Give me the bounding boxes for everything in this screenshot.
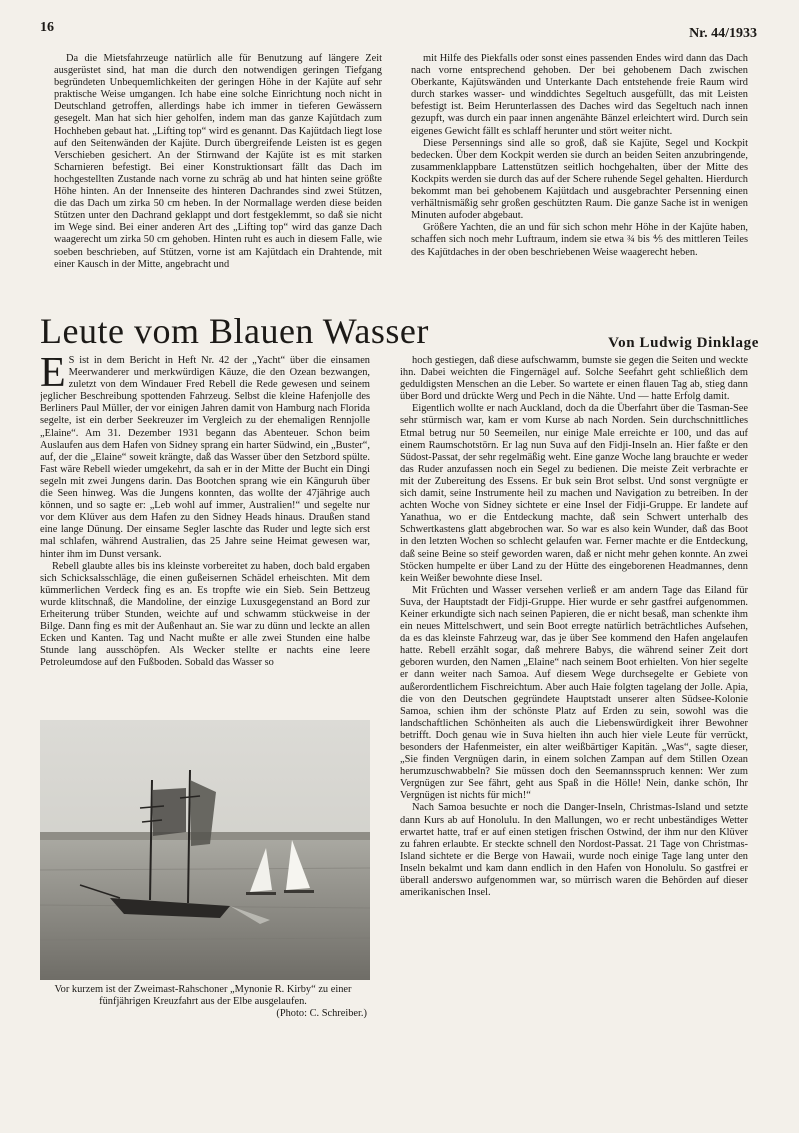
- article-right-column: [400, 355, 748, 1095]
- issue-number: Nr. 44/1933: [689, 26, 757, 41]
- photo-credit: (Photo: C. Schreiber.): [276, 1008, 367, 1019]
- paragraph: [40, 355, 370, 561]
- paragraph: Diese Persennings sind alle so groß, daß sie Kajüte, Segel und Kockpit bedecken. Über dem Kockpit werden sie durch an beiden Seiten anzubringende, zusammenklappbare Lattenstützen seitlich hochgehalten, über der Mitte des Kockpits werden sie durch das auf der Schere ruhende Segel gehalten. Hierdurch bekommt man bei gehobenem Kajütdach und ausgebrachter Persenning einen verhältnismäßig sehr großen geschützten Raum. Die ganze Sache ist in wenigen Minuten aufoder abgebaut.: [411, 137, 748, 222]
- paragraph: Da die Mietsfahrzeuge natürlich alle für Benutzung auf längere Zeit ausgerüstet sind, hat man die durch den notwendigen geringen Tiefgang begründeten Unbequemlichkeiten der geringen Höhe in der Kajüte auf sehr praktische Weise umgangen. Ich habe eine solche Einrichtung noch nicht in Deutschland getroffen, allerdings habe ich immer in tieferen Gewässern gesegelt. Man hat sich hier geholfen, indem man das ganze Kajütdach zum Hochheben gebaut hat. „Lifting top“ wird es genannt. Das Kajütdach liegt lose auf den Seitenwänden der Kajüte. Durch übergreifende Leisten ist es gegen Verschieben gesichert. An der Stirnwand der Kajüte ist es mit starken Scharnieren befestigt. Bei einer Konstruktionsart fällt das Dach im hochgestellten Zustande nach vorne zu schräg ab und hat hinten seine größte Höhe hinten. An der Innenseite des hinteren Dachrandes sind zwei Stützen, die das Dach um zirka 50 cm heben. In der Normallage werden diese beiden Stützen unter den Dachrand geklappt und dort festgeklemmt, so daß sie nicht im Wege sind. Bei einer anderen Art des „Lifting top“ wird das ganze Dach waagerecht um zirka 50 cm gehoben. Hinten ruht es auch in diesem Falle, wie soeben beschrieben, auf Stützen, vorne ist am Kajütdach ein Drahtende, mit einer Kausch in der Mitte, angebracht und: [54, 53, 382, 270]
- top-article-left-column: [54, 53, 382, 303]
- paragraph: hoch gestiegen, daß diese aufschwamm, bumste sie gegen die Seiten und weckte ihn. Dabei weichten die Fingernägel auf. Solche Seefahrt geht schließlich dem geduldigsten Menschen an die Leber. So wartete er einen flauen Tag ab, stieg dann über Bord und drückte Werg und Pech in die Nähte. Und — hatte Erfolg damit.: [400, 355, 748, 403]
- paragraph: Größere Yachten, die an und für sich schon mehr Höhe in der Kajüte haben, schaffen sich noch mehr Luftraum, indem sie etwa ¾ bis ⅘ des mittleren Teiles des Kajütdaches in der oben beschriebenen Weise waagerecht heben.: [411, 222, 748, 258]
- paragraph: Mit Früchten und Wasser versehen verließ er am andern Tage das Eiland für Suva, der Hauptstadt der Fidji-Gruppe. Hier wurde er sehr gastfrei aufgenommen. Keiner erkundigte sich nach seinen Papieren, die er nicht besaß, man schenkte ihm ein neues Mittelschwert, und sein Boot erregte natürlich beträchtliches Aufsehen, da es das kleinste Fahrzeug war, das je über See kommend den Hafen angelaufen hatte. Rebell erzählt sogar, daß mehrere Babys, die während seiner Zeit dort geboren wurden, den Namen „Elaine“ nach seinem Boot erhielten. Von hier segelte er dann weiter nach Samoa. Auf diesem Wege durchsegelte er Gebiete von außerordentlichem Fischreichtum. Aber auch Haie folgten tagelang der Jolle. Apia, die von den Deutschen gegründete Hauptstadt unserer alten Südsee-Kolonie Samoa, schien ihm der schönste Platz auf Erden zu sein, sowohl was die landschaftlichen Schönheiten als auch die Liebenswürdigkeit ihrer Bewohner betrifft. Doch genau wie in Suva hielten ihn auch hier viele Leute für verrückt, besonders der Hafenmeister, ein alter weißbärtiger Kapitän. „Was“, sagte dieser, „Sie finden Vergnügen darin, in einem solchen Zampan auf dem Stillen Ozean herumzuschwabbeln? Sie müssen doch den Seemannsspruch kennen: Wer zum Vergnügen zur See fährt, geht aus Spaß in die Hölle! Nein, danke schön, Ihr Vergnügen ist nichts für mich!“: [400, 584, 748, 802]
- caption-text: Vor kurzem ist der Zweimast-Rahschoner „Mynonie R. Kirby“ zu einer fünfjährigen Kreuzfahrt aus der Elbe ausgelaufen.: [54, 984, 352, 1007]
- schooner-photo: [40, 720, 370, 980]
- paragraph: Rebell glaubte alles bis ins kleinste vorbereitet zu haben, doch bald ergaben sich Schicksalsschläge, die einen gußeisernen Schädel erheischten. Mit dem kümmerlichen Verdeck fing es an. Es tropfte wie ein Sieb. Sein Bettzeug wurde klitschnaß, die Mandoline, der einzige Luxusgegenstand an Bord zur Erheiterung trüber Stunden, weichte auf und schwamm stückweise in der Bilge. Dann fing es mit der Außenhaut an. Sie war zu dünn und leckte an allen Ecken und Kanten. Tag und Nacht mußte er alle zwei Stunden eine halbe Stunde lang ausschöpfen. Als Wecker stellte er nachts eine leere Petroleumdose auf den Fußboden. Sobald das Wasser so: [40, 560, 370, 669]
- page-number: 16: [40, 20, 54, 35]
- paragraph: Eigentlich wollte er nach Auckland, doch da die Überfahrt über die Tasman-See sehr stürmisch war, kam er vom Kurse ab nach Norden. Sein durchschnittliches Etmal betrug nur 50 Seemeilen, nur einige Male erreichte er 100, und das auf einem Raumschotstörn. Er lag nun Suva auf den Fidji-Inseln an. Hier faßte er den Südost-Passat, der sehr regelmäßig weht. Eine ganze Woche lang brauchte er weder das Ruder anzufassen noch ein Segel zu bedienen. Die meiste Zeit verbrachte er mit der Zubereitung des Essens. Er buk sein Brot selbst. Und sonst vergnügte er sich damit, seine Instrumente heil zu machen und Navigation zu betreiben. In der achten Woche von Sidney sichtete er eine Insel der Fidji-Gruppe. Er landete auf Yanathua, wo er die Entdeckung machte, daß sein Schwert unterhalb des Schwertkastens glatt abgebrochen war. So war es also kein Wunder, daß das Boot in den letzten Wochen so schlecht gelaufen war. Ferner machte er die Entdeckung, daß seine Beine so steif geworden waren, daß er nicht mehr gehen konnte. An zwei Stöcken humpelte er über Land zu der Hütte des eingeborenen Headmannes, denn kein Weißer bewohnte diese Insel.: [400, 403, 748, 584]
- paragraph: mit Hilfe des Piekfalls oder sonst eines passenden Endes wird dann das Dach nach vorne entsprechend gehoben. Der bei gehobenem Dach zwischen Oberkante, Kajütswänden und Unterkante Dach entstehende freie Raum wird durch starkes wasser- und winddichtes Segeltuch ausgefüllt, das mit Leisten befestigt ist. Beim Herunterlassen des Daches wird das Segeltuch nach innen gezupft, was durch ein paar innen angenähte Bänzel erleichtert wird. Durch sein eigenes Gewicht fällt es schlaff herunter und stört weiter nicht.: [411, 53, 748, 137]
- schooner-photo-image: [40, 720, 370, 980]
- photo-caption: [33, 984, 373, 1020]
- paragraph: Nach Samoa besuchte er noch die Danger-Inseln, Christmas-Island und setzte dann Kurs ab auf Honolulu. In den Mallungen, wo er recht unbeständiges Wetter erwartet hatte, traf er auf einen stetigen frischen Ostwind, der ihm nur den Klüver zu fahren erlaubte. Er steckte schnell den Nordost-Passat. 21 Tage von Christmas-Island sichtete er die Berge von Hawaii, wurde noch einige Tage lang unter den Inseln bekalmt und kam dann endlich in den Hafen von Honolulu. So gastfrei er überall anderswo aufgenommen war, so mürrisch waren die Behörden auf dieser amerikanischen Insel.: [400, 802, 748, 899]
- article-left-column: [40, 355, 370, 709]
- top-article-right-column: [411, 53, 748, 303]
- article-title: Leute vom Blauen Wasser: [40, 311, 429, 351]
- paragraph-text: S ist in dem Bericht in Heft Nr. 42 der „Yacht“ über die einsamen Meerwanderer und merkwürdigen Käuze, die den Ozean bezwangen, zuletzt von dem Windauer Fred Rebell die Rede gewesen und seinem jeglicher Beschreibung spottenden Fahrzeug. Selbst die kleine Hafenjolle des Berliners Paul Müller, der vor einigen Jahren damit von Hamburg nach Florida segelte, ist ein derber Seekreuzer im Vergleich zu der ehemaligen Rennjolle „Elaine“. Am 31. Dezember 1931 begann das Abenteuer. Schon beim Auslaufen aus dem Hafen von Sidney sprang ein harter Südwind, ein „Buster“, auf, der die „Elaine“ soweit krängte, daß das Wasser über den Setzbord spülte. Fast wäre Rebell wieder umgekehrt, da sah er in der Mitte der Bucht ein Dingi segeln mit zwei Jungens darin. Das Bootchen sprang wie ein Känguruh über die Seen hinweg. Was die Jungens konnten, das wollte der 47jährige auch können, und so sagte er: „Leb wohl auf immer, Australien!“ und segelte nur vor dem Klüver aus dem Hafen zu den Sidney Heads hinaus. Draußen stand eine lange Dünung. Der einsame Segler laschte das Ruder und legte sich erst mal schlafen, während Australien, das 25 Jahre seine Heimat gewesen war, hinter ihm im Dunst versank.: [40, 355, 370, 560]
- drop-cap: E: [40, 355, 66, 396]
- article-byline: Von Ludwig Dinklage: [608, 335, 759, 351]
